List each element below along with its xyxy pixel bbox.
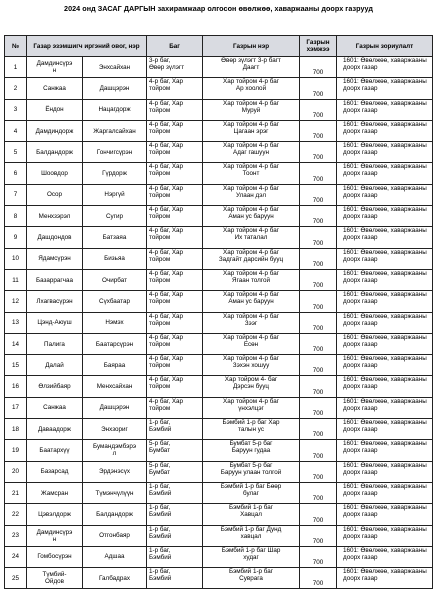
- table-row: [5, 568, 433, 589]
- bag-cell: 1-р баг, Бэмбий: [147, 482, 203, 503]
- owner-surname: Гомбосүрэн: [27, 546, 83, 567]
- land-name-cell: Хар тойром 4-р баг Их таталал: [203, 227, 300, 248]
- land-purpose-cell: 1601: Өвөлжөө, хаваржааны доорх газар: [337, 461, 433, 482]
- table-row: [5, 355, 433, 376]
- row-number: 8: [5, 206, 27, 227]
- land-size-cell: 700: [300, 440, 337, 461]
- land-size-cell: 700: [300, 333, 337, 354]
- owner-given-name: Нэмэх: [83, 312, 147, 333]
- owner-surname: Жамсран: [27, 482, 83, 503]
- row-number: 5: [5, 142, 27, 163]
- land-purpose-cell: 1601: Өвөлжөө, хаваржааны доорх газар: [337, 184, 433, 205]
- owner-surname: Баатархүү: [27, 440, 83, 461]
- bag-cell: 1-р баг, Бэмбий: [147, 419, 203, 440]
- land-allocation-table: [4, 35, 433, 589]
- owner-given-name: Сүхбаатар: [83, 291, 147, 312]
- land-purpose-cell: 1601: Өвөлжөө, хаваржааны доорх газар: [337, 546, 433, 567]
- owner-surname: Дамдинсүрэ н: [27, 525, 83, 546]
- land-name-cell: Бэмбий 1-р баг Шар худаг: [203, 546, 300, 567]
- land-purpose-cell: 1601: Өвөлжөө, хаваржааны доорх газар: [337, 206, 433, 227]
- table-row: [5, 312, 433, 333]
- owner-given-name: Энхсайхан: [83, 57, 147, 78]
- owner-given-name: Баяраа: [83, 355, 147, 376]
- land-size-cell: 700: [300, 525, 337, 546]
- land-purpose-cell: 1601: Өвөлжөө, хаваржааны доорх газар: [337, 291, 433, 312]
- table-row: [5, 419, 433, 440]
- land-size-cell: 700: [300, 504, 337, 525]
- header-owner: Газар эзэмшигч иргэний овог, нэр: [27, 36, 147, 57]
- owner-given-name: Менхсайхан: [83, 376, 147, 397]
- owner-surname: Балдандорж: [27, 142, 83, 163]
- bag-cell: 5-р баг, Бумбат: [147, 461, 203, 482]
- owner-surname: Палига: [27, 333, 83, 354]
- land-name-cell: Хар тойром 4-р баг үнхэлцэг: [203, 397, 300, 418]
- land-name-cell: Бэмбий 1-р баг Хар талын ус: [203, 419, 300, 440]
- table-row: [5, 227, 433, 248]
- owner-given-name: Нацагдорж: [83, 99, 147, 120]
- land-size-cell: 700: [300, 184, 337, 205]
- land-name-cell: Хар тойром 4-р баг Ар хоолой: [203, 78, 300, 99]
- land-purpose-cell: 1601: Өвөлжөө, хаваржааны доорх газар: [337, 440, 433, 461]
- bag-cell: 4-р баг, Хар тойром: [147, 248, 203, 269]
- bag-cell: 4-р баг, Хар тойром: [147, 355, 203, 376]
- land-size-cell: 700: [300, 355, 337, 376]
- row-number: 2: [5, 78, 27, 99]
- row-number: 3: [5, 99, 27, 120]
- row-number: 10: [5, 248, 27, 269]
- owner-surname: Ядамсүрэн: [27, 248, 83, 269]
- owner-surname: Санжаа: [27, 78, 83, 99]
- owner-surname: Далай: [27, 355, 83, 376]
- bag-cell: 4-р баг, Хар тойром: [147, 333, 203, 354]
- land-name-cell: Бэмбий 1-р баг Хавцал: [203, 504, 300, 525]
- land-purpose-cell: 1601: Өвөлжөө, хаваржааны доорх газар: [337, 57, 433, 78]
- bag-cell: 4-р баг, Хар тойром: [147, 78, 203, 99]
- owner-surname: Менхзэрэл: [27, 206, 83, 227]
- bag-cell: 1-р баг, Бэмбий: [147, 568, 203, 589]
- owner-given-name: Балдандорж: [83, 504, 147, 525]
- land-purpose-cell: 1601: Өвөлжөө, хаваржааны доорх газар: [337, 163, 433, 184]
- owner-surname: Дашдондов: [27, 227, 83, 248]
- owner-given-name: Батзаяа: [83, 227, 147, 248]
- owner-given-name: Дашцэрэн: [83, 78, 147, 99]
- table-row: [5, 99, 433, 120]
- land-size-cell: 700: [300, 269, 337, 290]
- land-size-cell: 700: [300, 419, 337, 440]
- land-size-cell: 700: [300, 163, 337, 184]
- owner-given-name: Отгонбаяр: [83, 525, 147, 546]
- owner-surname: Осор: [27, 184, 83, 205]
- owner-surname: Базаррагчаа: [27, 269, 83, 290]
- land-purpose-cell: 1601: Өвөлжөө, хаваржааны доорх газар: [337, 568, 433, 589]
- table-row: [5, 333, 433, 354]
- bag-cell: 1-р баг, Бэмбий: [147, 504, 203, 525]
- row-number: 17: [5, 397, 27, 418]
- land-purpose-cell: 1601: Өвөлжөө, хаваржааны доорх газар: [337, 269, 433, 290]
- land-size-cell: 700: [300, 99, 337, 120]
- bag-cell: 5-р баг, Бумбат: [147, 440, 203, 461]
- table-row: [5, 461, 433, 482]
- bag-cell: 1-р баг, Бэмбий: [147, 525, 203, 546]
- land-name-cell: Хар тойром 4-р баг Тоонт: [203, 163, 300, 184]
- owner-surname: Даваадорж: [27, 419, 83, 440]
- bag-cell: 4-р баг, Хар тойром: [147, 269, 203, 290]
- owner-given-name: Бумандэмбэрэ л: [83, 440, 147, 461]
- land-size-cell: 700: [300, 482, 337, 503]
- row-number: 16: [5, 376, 27, 397]
- owner-given-name: Очирбат: [83, 269, 147, 290]
- owner-given-name: Галбадрах: [83, 568, 147, 589]
- table-row: [5, 269, 433, 290]
- land-purpose-cell: 1601: Өвөлжөө, хаваржааны доорх газар: [337, 355, 433, 376]
- land-size-cell: 700: [300, 206, 337, 227]
- row-number: 20: [5, 461, 27, 482]
- land-name-cell: Хар тойром 4-р баг Улаан дэл: [203, 184, 300, 205]
- owner-given-name: Түмэнчүлүүн: [83, 482, 147, 503]
- row-number: 1: [5, 57, 27, 78]
- row-number: 19: [5, 440, 27, 461]
- land-size-cell: 700: [300, 57, 337, 78]
- bag-cell: 4-р баг, Хар тойром: [147, 291, 203, 312]
- land-name-cell: Хар тойром 4-р баг Есөн: [203, 333, 300, 354]
- land-name-cell: Хар тойром 4-р баг Зэхэн хошуу: [203, 355, 300, 376]
- bag-cell: 3-р баг, Өвөр зүлэгт: [147, 57, 203, 78]
- land-size-cell: 700: [300, 291, 337, 312]
- table-row: [5, 376, 433, 397]
- land-name-cell: Хар тойром 4-р баг Аман ус баруун: [203, 291, 300, 312]
- row-number: 25: [5, 568, 27, 589]
- bag-cell: 1-р баг, Бэмбий: [147, 546, 203, 567]
- land-size-cell: 700: [300, 568, 337, 589]
- land-size-cell: 700: [300, 120, 337, 141]
- land-size-cell: 700: [300, 142, 337, 163]
- table-row: [5, 248, 433, 269]
- owner-surname: Лхагвасүрэн: [27, 291, 83, 312]
- header-bag: Баг: [147, 36, 203, 57]
- owner-given-name: Бизьяа: [83, 248, 147, 269]
- land-name-cell: Хар тойром 4-р баг Адаг гашуун: [203, 142, 300, 163]
- table-row: [5, 78, 433, 99]
- owner-given-name: Баатарсүрэн: [83, 333, 147, 354]
- header-purpose: Газрын зориулалт: [337, 36, 433, 57]
- table-header-row: [5, 36, 433, 57]
- bag-cell: 4-р баг, Хар тойром: [147, 142, 203, 163]
- bag-cell: 4-р баг, Хар тойром: [147, 163, 203, 184]
- table-row: [5, 142, 433, 163]
- land-purpose-cell: 1601: Өвөлжөө, хаваржааны доорх газар: [337, 142, 433, 163]
- owner-given-name: Жаргалсайхан: [83, 120, 147, 141]
- table-row: [5, 504, 433, 525]
- owner-surname: Дамдиндорж: [27, 120, 83, 141]
- land-name-cell: Бэмбий 1-р баг Дунд хавцал: [203, 525, 300, 546]
- owner-given-name: Адшаа: [83, 546, 147, 567]
- owner-given-name: Сугир: [83, 206, 147, 227]
- bag-cell: 4-р баг, Хар тойром: [147, 184, 203, 205]
- land-purpose-cell: 1601: Өвөлжөө, хаваржааны доорх газар: [337, 419, 433, 440]
- land-name-cell: Хар тойром 4-р баг Задгайт дарсийн бууц: [203, 248, 300, 269]
- land-size-cell: 700: [300, 248, 337, 269]
- table-row: [5, 120, 433, 141]
- row-number: 13: [5, 312, 27, 333]
- row-number: 18: [5, 419, 27, 440]
- land-purpose-cell: 1601: Өвөлжөө, хаваржааны доорх газар: [337, 99, 433, 120]
- land-name-cell: Хар тойром 4- баг Дэрсэн бууц: [203, 376, 300, 397]
- land-name-cell: Бэмбий 1-р баг Бөөр булаг: [203, 482, 300, 503]
- owner-given-name: Эрдэнэсүх: [83, 461, 147, 482]
- land-purpose-cell: 1601: Өвөлжөө, хаваржааны доорх газар: [337, 120, 433, 141]
- land-name-cell: Бэмбий 1-р баг Суврага: [203, 568, 300, 589]
- owner-surname: Цэвэлдорж: [27, 504, 83, 525]
- table-row: [5, 206, 433, 227]
- row-number: 4: [5, 120, 27, 141]
- land-size-cell: 700: [300, 546, 337, 567]
- owner-given-name: Энхзориг: [83, 419, 147, 440]
- land-purpose-cell: 1601: Өвөлжөө, хаваржааны доорх газар: [337, 482, 433, 503]
- land-name-cell: Хар тойром 4-р баг Муруй: [203, 99, 300, 120]
- land-name-cell: Хар тойром 4-р баг Ягаан толгой: [203, 269, 300, 290]
- table-row: [5, 440, 433, 461]
- bag-cell: 4-р баг, Хар тойром: [147, 397, 203, 418]
- land-purpose-cell: 1601: Өвөлжөө, хаваржааны доорх газар: [337, 333, 433, 354]
- row-number: 14: [5, 333, 27, 354]
- row-number: 12: [5, 291, 27, 312]
- land-name-cell: Бумбат 5-р баг Баруун гудаа: [203, 440, 300, 461]
- owner-surname: Базарсад: [27, 461, 83, 482]
- row-number: 9: [5, 227, 27, 248]
- land-purpose-cell: 1601: Өвөлжөө, хаваржааны доорх газар: [337, 525, 433, 546]
- land-size-cell: 700: [300, 461, 337, 482]
- owner-surname: Дамдинсүрэ н: [27, 57, 83, 78]
- land-size-cell: 700: [300, 376, 337, 397]
- table-row: [5, 291, 433, 312]
- bag-cell: 4-р баг, Хар тойром: [147, 312, 203, 333]
- table-row: [5, 525, 433, 546]
- owner-surname: Санжаа: [27, 397, 83, 418]
- row-number: 23: [5, 525, 27, 546]
- land-purpose-cell: 1601: Өвөлжөө, хаваржааны доорх газар: [337, 78, 433, 99]
- bag-cell: 4-р баг, Хар тойром: [147, 206, 203, 227]
- land-name-cell: Өвөр зүлэгт 3-р багт Даагт: [203, 57, 300, 78]
- owner-given-name: Нэргүй: [83, 184, 147, 205]
- land-purpose-cell: 1601: Өвөлжөө, хаваржааны доорх газар: [337, 376, 433, 397]
- land-name-cell: Бумбат 5-р баг Баруун улаан толгой: [203, 461, 300, 482]
- owner-given-name: Гончигсүрэн: [83, 142, 147, 163]
- bag-cell: 4-р баг, Хар тойром: [147, 376, 203, 397]
- land-size-cell: 700: [300, 227, 337, 248]
- table-row: [5, 397, 433, 418]
- land-purpose-cell: 1601: Өвөлжөө, хаваржааны доорх газар: [337, 397, 433, 418]
- owner-surname: Цэнд-Аюуш: [27, 312, 83, 333]
- header-land-name: Газрын нэр: [203, 36, 300, 57]
- document-title: 2024 онд ЗАСАГ ДАРГЫН захирамжаар олгосон өвөлжөө, хаваржааны доорх газрууд: [64, 4, 373, 13]
- bag-cell: 4-р баг, Хар тойром: [147, 99, 203, 120]
- row-number: 22: [5, 504, 27, 525]
- land-name-cell: Хар тойром 4-р баг Зээг: [203, 312, 300, 333]
- owner-given-name: Дашцэрэн: [83, 397, 147, 418]
- row-number: 24: [5, 546, 27, 567]
- row-number: 6: [5, 163, 27, 184]
- table-row: [5, 184, 433, 205]
- header-no: №: [5, 36, 27, 57]
- land-purpose-cell: 1601: Өвөлжөө, хаваржааны доорх газар: [337, 312, 433, 333]
- owner-surname: Шоовдор: [27, 163, 83, 184]
- row-number: 11: [5, 269, 27, 290]
- owner-surname: Түмбий- Ойдов: [27, 568, 83, 589]
- land-name-cell: Хар тойром 4-р баг Аман ус баруун: [203, 206, 300, 227]
- land-size-cell: 700: [300, 78, 337, 99]
- table-row: [5, 163, 433, 184]
- row-number: 21: [5, 482, 27, 503]
- bag-cell: 4-р баг, Хар тойром: [147, 120, 203, 141]
- land-size-cell: 700: [300, 312, 337, 333]
- table-row: [5, 482, 433, 503]
- owner-given-name: Гүрдорж: [83, 163, 147, 184]
- land-name-cell: Хар тойром 4-р баг Цагаан эрэг: [203, 120, 300, 141]
- land-purpose-cell: 1601: Өвөлжөө, хаваржааны доорх газар: [337, 248, 433, 269]
- owner-surname: Өлзийбаяр: [27, 376, 83, 397]
- bag-cell: 4-р баг, Хар тойром: [147, 227, 203, 248]
- table-row: [5, 546, 433, 567]
- table-row: [5, 57, 433, 78]
- row-number: 7: [5, 184, 27, 205]
- header-size: Газрын хэмжээ: [300, 36, 337, 57]
- land-size-cell: 700: [300, 397, 337, 418]
- land-purpose-cell: 1601: Өвөлжөө, хаваржааны доорх газар: [337, 227, 433, 248]
- land-purpose-cell: 1601: Өвөлжөө, хаваржааны доорх газар: [337, 504, 433, 525]
- owner-surname: Ёндон: [27, 99, 83, 120]
- row-number: 15: [5, 355, 27, 376]
